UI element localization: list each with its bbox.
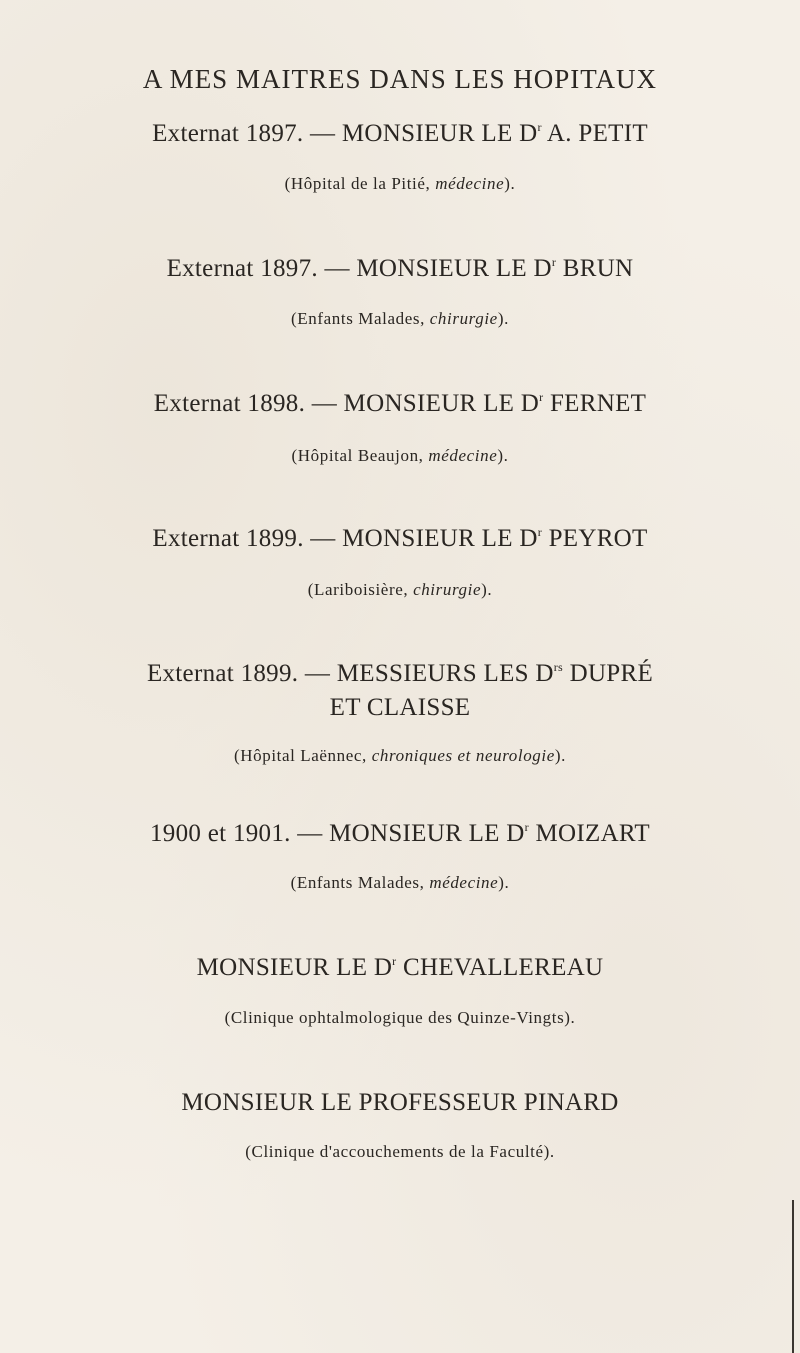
dedication-line: 1900 et 1901. — MONSIEUR LE $D^r$ MOIZART	[150, 820, 650, 847]
dedication-line-continued: ET CLAISSE	[329, 694, 471, 721]
dedication-line: MONSIEUR LE PROFESSEUR PINARD	[181, 1089, 619, 1116]
dedication-line: MONSIEUR LE $D^r$ CHEVALLEREAU	[196, 954, 604, 981]
hospital-note: (Lariboisière, chirurgie).	[307, 580, 493, 599]
dedication-line: Externat 1897. — MONSIEUR LE $D^r$ A. PETIT	[152, 120, 648, 147]
hospital-note: (Enfants Malades, chirurgie).	[291, 309, 509, 328]
page-edge-mark	[792, 1200, 794, 1353]
hospital-note: (Hôpital Laënnec, chroniques et neurologie).	[233, 746, 566, 765]
hospital-note: (Hôpital Beaujon, médecine).	[291, 446, 509, 465]
hospital-note: (Clinique ophtalmologique des Quinze-Vingts).	[224, 1008, 576, 1027]
dedication-line: Externat 1897. — MONSIEUR LE $D^r$ BRUN	[166, 255, 634, 282]
page-title: A MES MAITRES DANS LES HOPITAUX	[142, 64, 658, 94]
dedication-line: Externat 1899. — MONSIEUR LE $D^r$ PEYROT	[152, 525, 648, 552]
hospital-note: (Clinique d'accouchements de la Faculté).	[245, 1142, 555, 1161]
dedication-line: Externat 1899. — MESSIEURS LES $D^{rs}$ DUPRÉ	[146, 660, 654, 687]
dedication-line: Externat 1898. — MONSIEUR LE $D^r$ FERNET	[153, 390, 647, 417]
hospital-note: (Enfants Malades, médecine).	[290, 873, 510, 892]
hospital-note: (Hôpital de la Pitié, médecine).	[284, 174, 516, 193]
